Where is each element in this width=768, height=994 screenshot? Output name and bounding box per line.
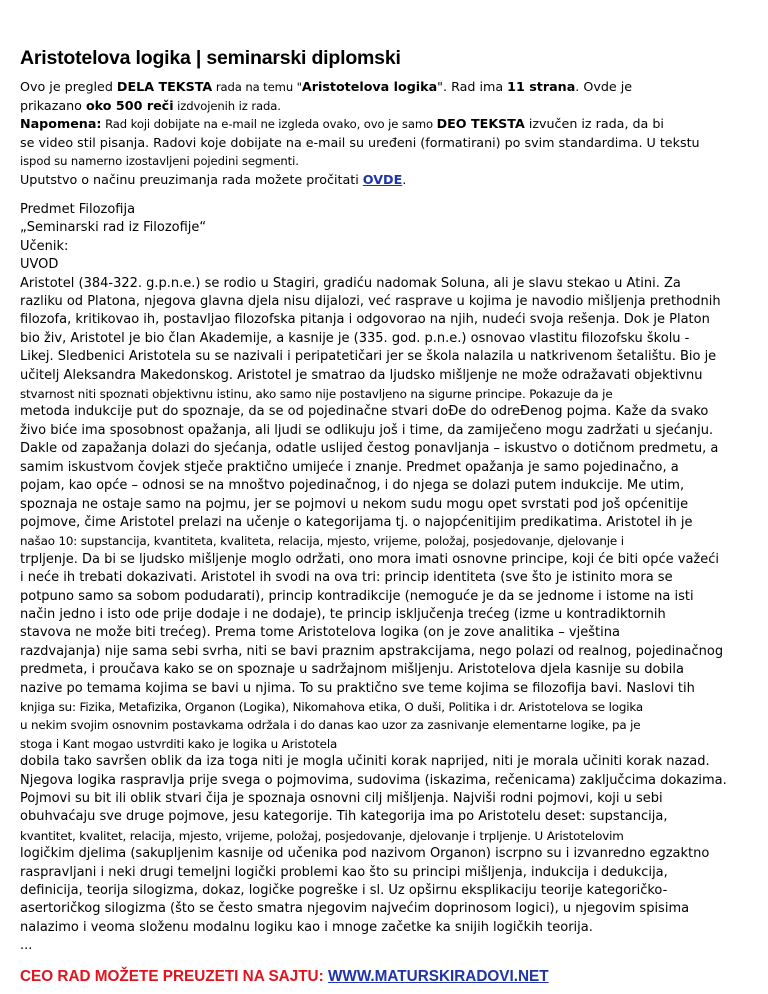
body-line: raspravljani i neki drugi temeljni logički problemi kao što su principi mišljenja, indukcija i dedukcija, bbox=[20, 864, 668, 880]
body-line: razliku od Platona, njegova glavna djela nisu dijalozi, već rasprave u kojima je navodio mišljenja prethodnih bbox=[20, 294, 721, 310]
body-line: „Seminarski rad iz Filozofije“ bbox=[20, 220, 207, 236]
body-line: spoznaja ne ostaje samo na pojmu, jer se pojmovi u nekom sudu mogu opet svrstati pod još općenitije bbox=[20, 496, 689, 512]
body-text bbox=[20, 201, 750, 956]
body-line: metoda indukcije put do spoznaje, da se od pojedinačne stvari doĐe do odreĐenog pojma. Kaže da svako bbox=[20, 404, 709, 420]
intro-block bbox=[20, 78, 750, 189]
body-line: pojam, kao opće – odnosi se na mnoštvo pojedinačnog, i do njega se dolazi putem indukcije. Me utim, bbox=[20, 478, 685, 494]
body-line: nazive po temama kojima se bavi u njima. To su praktično sve teme kojima se filozofija bavi. Naslovi tih bbox=[20, 680, 695, 696]
body-line: u nekim svojim osnovnim postavkama održala i do danas kao uzor za zasnivanje elementarne logike, pa je bbox=[20, 718, 641, 733]
body-line: našao 10: supstancija, kvantiteta, kvaliteta, relacija, mjesto, vrijeme, položaj, posjedovanje, djelovanje i bbox=[20, 534, 624, 549]
body-line: Likej. Sledbenici Aristotela su se nazivali i peripatetičari jer se škola nalazila u natkrivenom šetalištu. Bio je bbox=[20, 349, 717, 365]
body-line: asertoričkog silogizma (što se često smatra njegovim najvećim doprinosom logici), u njegovim spisima bbox=[20, 901, 690, 917]
body-line: ... bbox=[20, 938, 33, 954]
body-line: Aristotel (384-322. g.p.n.e.) se rodio u Stagiri, gradiću nadomak Soluna, ali je slavu stekao u Atini. Za bbox=[20, 275, 681, 291]
instructions-link[interactable]: OVDE bbox=[362, 171, 403, 187]
body-line: knjiga su: Fizika, Metafizika, Organon (Logika), Nikomahova etika, O duši, Politika i dr. Aristotelova se logika bbox=[20, 699, 644, 714]
body-line: Dakle od zapažanja dolazi do sjećanja, odatle uslijed čestog ponavljanja – iskustvo o dotičnom predmetu, a bbox=[20, 441, 719, 457]
document-page bbox=[20, 46, 750, 986]
note-label: Napomena: bbox=[20, 116, 102, 131]
body-line: definicija, teorija silogizma, dokaz, logičke pogreške i sl. Uz opširnu eksplikaciju teorije kategoričko- bbox=[20, 883, 668, 899]
instructions-line: Uputstvo o načinu preuzimanja rada možete pročitati OVDE. bbox=[20, 171, 407, 187]
body-line: živo biće ima sposobnost opažanja, ali ljudi se odlikuju još i time, da zamiječeno mogu zadržati u sjećanju. bbox=[20, 422, 714, 438]
body-line: bio živ, Aristotel je bio član Akademije, a kasnije je (335. god. p.n.e.) osnovao vlastitu filozofsku školu - bbox=[20, 330, 690, 346]
body-line: i neće ih trebati dokazivati. Aristotel ih svodi na ova tri: princip identiteta (sve što je istinito mora se bbox=[20, 570, 673, 586]
body-line: potpuno samo sa sobom podudarati), princip kontradikcije (nemoguće je da se jednome i istome na isti bbox=[20, 588, 694, 604]
body-line: predmeta, i proučava kako se on spoznaje u sadržajnom mišljenju. Aristotelova djela kasnije su dobila bbox=[20, 662, 684, 678]
body-line: filozofa, kritikovao ih, postavljao filozofska pitanja i odgovorao na njih, nudeći svoja rešenja. Dok je Platon bbox=[20, 312, 710, 328]
body-line: stoga i Kant mogao ustvrditi kako je logika u Aristotela bbox=[20, 736, 338, 751]
download-footer bbox=[20, 968, 750, 986]
body-line: učitelj Aleksandra Makedonskog. Aristotel je smatrao da ljudsko mišljenje ne može odražavati objektivnu bbox=[20, 367, 703, 383]
body-line: trpljenje. Da bi se ljudsko mišljenje moglo održati, ono mora imati osnovne principe, koji će biti opće važeći bbox=[20, 551, 720, 567]
body-line: razdvajanja) nije sama sebi svrha, niti se bavi praznim apstrakcijama, nego polazi od realnog, pojedinačnog bbox=[20, 643, 724, 659]
body-line: samim iskustvom čovjek stječe praktično umijeće i znanje. Predmet opažanja je samo pojedinačno, a bbox=[20, 459, 679, 475]
body-line: Učenik: bbox=[20, 238, 69, 254]
body-line: dobila tako savršen oblik da iza toga niti je mogla učiniti korak naprijed, niti je morala učiniti korak nazad. bbox=[20, 754, 710, 770]
body-line: UVOD bbox=[20, 257, 59, 273]
body-line: Njegova logika raspravlja prije svega o pojmovima, sudovima (iskazima, rečenicama) zaključcima dokazima. bbox=[20, 772, 727, 788]
body-line: logičkim djelima (sakupljenim kasnije od učenika pod nazivom Organon) iscrpno su i izvanredno egzaktno bbox=[20, 846, 710, 862]
body-line: način jedno i isto ode prije dodaje i ne dodaje), te princip isključenja trećeg (izme u kontradiktornih bbox=[20, 606, 666, 622]
body-line: kvantitet, kvalitet, relacija, mjesto, vrijeme, položaj, posjedovanje, djelovanje i trpljenje. U Aristotelovim bbox=[20, 828, 624, 843]
body-line: obuhvaćaju sve druge pojmove, jesu kategorije. Tih kategorija ima po Aristotelu deset: supstancija, bbox=[20, 809, 668, 825]
body-line: Pojmovi su bit ili oblik stvari čija je spoznaja osnovni cilj mišljenja. Najviši rodni pojmovi, koji u sebi bbox=[20, 791, 663, 806]
spacer bbox=[20, 189, 750, 201]
site-link[interactable]: WWW.MATURSKIRADOVI.NET bbox=[327, 967, 549, 985]
note-line-3: ispod su namerno izostavljeni pojedini segmenti. bbox=[20, 154, 299, 168]
body-line: pojmove, čime Aristotel prelazi na učenje o kategorijama tj. o najopćenitijim predikatima. Aristotel ih je bbox=[20, 514, 693, 530]
intro-line-2: prikazano oko 500 reči izdvojenih iz rada. bbox=[20, 97, 281, 113]
intro-line-1: Ovo je pregled DELA TEKSTA rada na temu "Aristotelova logika". Rad ima 11 strana. Ovde je bbox=[20, 79, 633, 94]
note-line-1: Napomena: Rad koji dobijate na e-mail ne izgleda ovako, ovo je samo DEO TEKSTA izvučen iz rada, da bi bbox=[20, 116, 664, 131]
footer-label: CEO RAD MOŽETE PREUZETI NA SAJTU: bbox=[20, 967, 328, 985]
body-line: stvarnost niti spoznati objektivnu istinu, ako samo nije postavljeno na sigurne principe. Pokazuje da je bbox=[20, 387, 613, 402]
page-title: Aristotelova logika | seminarski diplomski bbox=[20, 47, 401, 69]
note-line-2: se video stil pisanja. Radovi koje dobijate na e-mail su uređeni (formatirani) po svim standardima. U tekstu bbox=[20, 134, 700, 150]
body-line: Predmet Filozofija bbox=[20, 202, 136, 217]
body-line: stavova ne može biti trećeg). Prema tome Aristotelova logika (on je zove analitika – vještina bbox=[20, 625, 620, 641]
body-line: nalazimo i veoma složenu modalnu logiku kao i mnoge začetke ka snijih logičkih teorija. bbox=[20, 919, 593, 935]
